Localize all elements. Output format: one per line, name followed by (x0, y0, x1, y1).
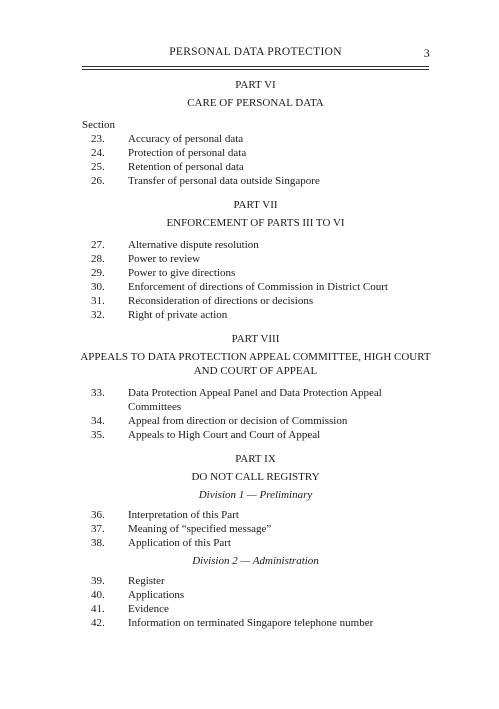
part-heading: APPEALS TO DATA PROTECTION APPEAL COMMITTEE, HIGH COURT AND COURT OF APPEAL (80, 351, 431, 377)
running-header-title: PERSONAL DATA PROTECTION (169, 46, 342, 58)
part-block (82, 198, 429, 322)
entry-number: 23. (91, 133, 105, 145)
part-title: PART IX (235, 453, 276, 465)
running-header (82, 46, 429, 62)
toc-entry (82, 616, 429, 630)
entry-number: 39. (91, 575, 105, 587)
entry-text: Appeal from direction or decision of Commission (128, 415, 348, 427)
table-of-contents (82, 78, 429, 630)
part-block (82, 332, 429, 442)
toc-entry (82, 588, 429, 602)
section-column-label: Section (82, 119, 115, 131)
toc-entry (82, 428, 429, 442)
toc-entry (82, 414, 429, 428)
entry-text: Alternative dispute resolution (128, 239, 259, 251)
entry-number: 30. (91, 281, 105, 293)
toc-entry (82, 132, 429, 146)
entry-text: Information on terminated Singapore telephone number (128, 617, 374, 629)
entry-number: 32. (91, 309, 105, 321)
toc-entry (82, 536, 429, 550)
entry-number: 28. (91, 253, 105, 265)
toc-entry (82, 252, 429, 266)
entry-text: Enforcement of directions of Commission in District Court (128, 281, 388, 293)
entry-text: Power to review (128, 253, 201, 265)
part-title: PART VI (235, 79, 276, 91)
entry-number: 34. (91, 415, 105, 427)
entry-number: 38. (91, 537, 105, 549)
toc-entry (82, 602, 429, 616)
toc-entry (82, 238, 429, 252)
entry-list (82, 238, 429, 322)
toc-entry (82, 146, 429, 160)
entry-text: Application of this Part (128, 537, 231, 549)
toc-entry (82, 160, 429, 174)
entry-number: 41. (91, 603, 105, 615)
page-number: 3 (423, 46, 430, 60)
entry-text: Right of private action (128, 309, 228, 321)
part-heading: ENFORCEMENT OF PARTS III TO VI (166, 217, 345, 229)
toc-entry (82, 280, 429, 294)
entry-text: Applications (128, 589, 185, 601)
toc-entry (82, 386, 429, 414)
division-title: Division 1 — Preliminary (198, 489, 313, 501)
entry-text: Data Protection Appeal Panel and Data Protection Appeal Committees (128, 387, 382, 413)
toc-entry (82, 574, 429, 588)
entry-text: Accuracy of personal data (128, 133, 244, 145)
entry-text: Evidence (128, 603, 169, 615)
toc-entry (82, 508, 429, 522)
entry-list (82, 386, 429, 442)
entry-text: Interpretation of this Part (128, 509, 239, 521)
entry-number: 24. (91, 147, 105, 159)
entry-number: 31. (91, 295, 105, 307)
entry-text: Transfer of personal data outside Singapore (128, 175, 320, 187)
entry-number: 29. (91, 267, 105, 279)
part-block (82, 452, 429, 630)
part-heading: CARE OF PERSONAL DATA (187, 97, 324, 109)
header-rule-top (82, 66, 429, 67)
part-block (82, 78, 429, 188)
division-title: Division 2 — Administration (192, 555, 319, 567)
toc-entry (82, 308, 429, 322)
part-title: PART VIII (231, 333, 280, 345)
toc-entry (82, 294, 429, 308)
toc-entry (82, 174, 429, 188)
entry-text: Register (128, 575, 165, 587)
entry-number: 35. (91, 429, 105, 441)
entry-number: 36. (91, 509, 105, 521)
entry-number: 40. (91, 589, 105, 601)
header-rule-bottom (82, 69, 429, 70)
entry-text: Meaning of “specified message” (128, 523, 272, 535)
entry-list (82, 574, 429, 630)
entry-number: 27. (91, 239, 105, 251)
entry-number: 42. (91, 617, 105, 629)
entry-list (82, 132, 429, 188)
entry-number: 26. (91, 175, 105, 187)
toc-entry (82, 522, 429, 536)
entry-list (82, 508, 429, 550)
entry-text: Protection of personal data (128, 147, 247, 159)
part-heading: DO NOT CALL REGISTRY (191, 471, 320, 483)
entry-number: 37. (91, 523, 105, 535)
entry-number: 25. (91, 161, 105, 173)
part-title: PART VII (233, 199, 278, 211)
entry-text: Retention of personal data (128, 161, 244, 173)
entry-number: 33. (91, 387, 105, 399)
entry-text: Appeals to High Court and Court of Appeal (128, 429, 321, 441)
toc-entry (82, 266, 429, 280)
entry-text: Power to give directions (128, 267, 236, 279)
entry-text: Reconsideration of directions or decisions (128, 295, 314, 307)
